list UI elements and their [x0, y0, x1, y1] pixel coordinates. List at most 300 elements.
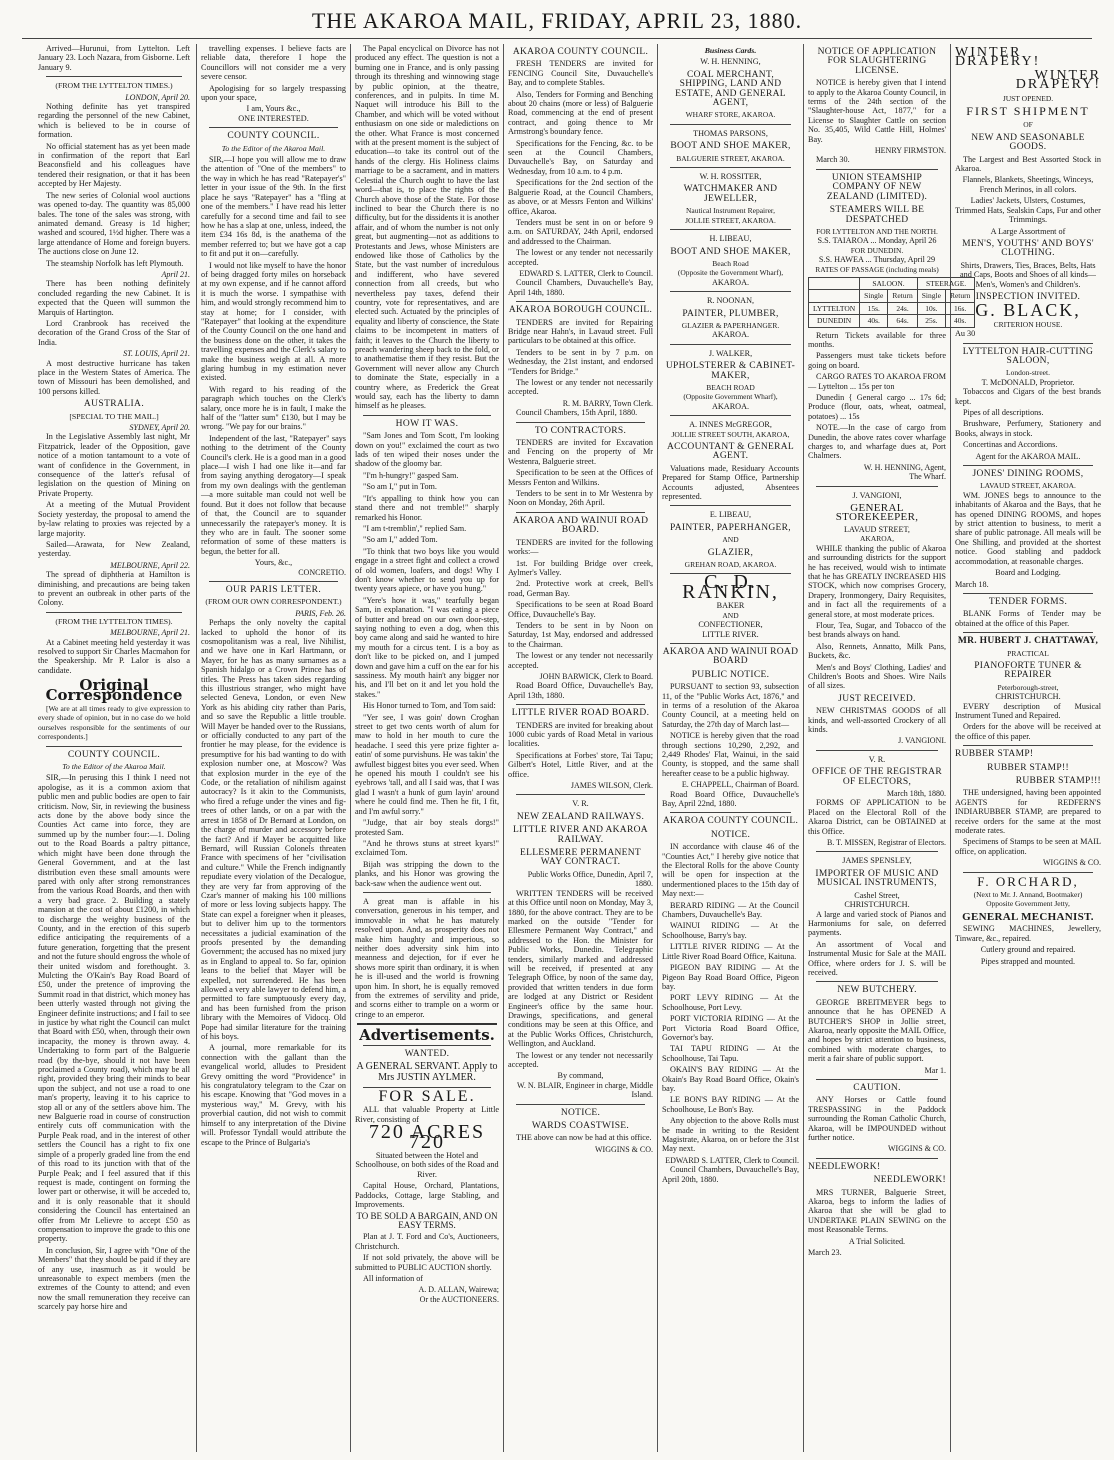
riding-item: PORT VICTORIA RIDING — At the Port Victoria Road Board Office, Governor's bay.	[662, 1014, 799, 1042]
divider	[816, 169, 938, 170]
notice-signature: JOHN BARWICK, Clerk to Board.	[539, 671, 653, 681]
ad-heading: MEN'S, YOUTHS' AND BOYS' CLOTHING.	[962, 238, 1094, 259]
divider	[816, 750, 938, 751]
ad-heading: TENDER FORMS.	[988, 596, 1068, 607]
divider	[670, 505, 791, 506]
rates-row-label: DUNEDIN	[809, 315, 860, 327]
divider	[516, 512, 645, 513]
card-name: JAMES SPENSLEY,	[842, 856, 912, 866]
ad-text: WM. JONES begs to announce to the inhabitants of Akaroa and the Bays, that he has opened DINING ROOMS, and hopes by strict attention to business, to merit a share of public patronage. All meals will be One Shilling, and provided at the shortest notice. Good stabling and paddock accommodation, at reasonable charges.	[955, 490, 1101, 566]
ad-text: WHILE thanking the public of Akaroa and surrounding districts for the support he has received, would wish to intimate that he has GREATLY INCREASED HIS STOCK, which now comprises Grocery, Drapery, Ironmongery, Dairy Requisites, and in fact all the requirements of a general store, at most moderate prices.	[808, 543, 946, 619]
article-paragraph: At a Cabinet meeting held yesterday it was resolved to support Sir Charles Macmahon for the Speakership. Mr P. Lalor is also a candidate.	[38, 637, 190, 675]
ad-text: Also, Rennets, Annatto, Milk Pans, Buckets, &c.	[808, 641, 946, 661]
card-trade: PIANOFORTE TUNER & REPAIRER	[974, 660, 1082, 681]
ad-text: Capital House, Orchard, Plantations, Paddocks, Cottage, large Stabling, and Improvements.	[355, 1181, 499, 1210]
ad-text: A Large Assortment of	[990, 226, 1066, 236]
notice-signature: WIGGINS & CO.	[595, 1144, 653, 1154]
column-rule	[657, 44, 658, 1452]
ad-text: THE undersigned, having been appointed AGENTS for REDFERN'S INDIARUBBER STAMP, are prepared to receive orders for the same at the most moderate rates.	[955, 788, 1101, 836]
notice-signature: HENRY FIRMSTON.	[874, 146, 946, 156]
ad-text: All information of	[363, 1273, 424, 1283]
divider	[670, 643, 791, 644]
letter-heading: COUNTY COUNCIL.	[67, 749, 161, 760]
divider	[670, 167, 791, 168]
card-trade: GLAZIER,	[707, 547, 754, 558]
source-line: [SPECIAL TO THE MAIL.]	[69, 411, 159, 421]
source-line: (FROM THE LYTTELTON TIMES).	[55, 616, 173, 626]
rates-cell: 64s.	[888, 315, 917, 327]
notice-signature: EDWARD S. LATTER, Clerk to Council.	[519, 268, 653, 278]
ad-text: Flannels, Blankets, Sheetings, Winceys, French Merinos, in all colors.	[962, 175, 1094, 194]
royal-cipher: V. R.	[572, 799, 589, 809]
ad-text: ANY Horses or Cattle found TRESPASSING in the Paddock surrounding the Roman Catholic Church, Akaroa, will be IMPOUNDED without further notice.	[808, 1095, 946, 1143]
divider	[357, 1023, 497, 1025]
divider	[816, 1158, 938, 1159]
riding-item: TAI TAPU RIDING — At the Schoolhouse, Tai Tapu.	[662, 1044, 799, 1063]
card-trade: IMPORTER OF MUSIC AND MUSICAL INSTRUMENTS,	[815, 868, 939, 889]
letter-heading: COUNTY COUNCIL.	[227, 131, 320, 142]
letter-paragraph: travelling expenses. I believe facts are reliable data, therefore I hope the Councillors will not consider me a very severe censor.	[201, 44, 346, 82]
article-paragraph: The spread of diphtheria at Hamilton is diminishing, and precautions are being taken to prevent an outbreak in other parts of the Colony.	[38, 570, 190, 608]
card-address: (Opposite Government Wharf),	[683, 392, 778, 402]
article-paragraph: Perhaps the only novelty the capital lacked to uphold the honor of its cosmopolitanism was a real, live Nihilist, and we have one in Karl Hartmann, or Mayer, for he has as many surnames as a Spanish hidalgo or a Crown Prince has of titles. The Press has taken sides regarding this illustrious stranger, who might have selected Geneva, London, or even New York as his abiding city rather than Paris, and so save the Republic a little trouble. Will Mayer be handed over to the Russians, or officially conducted to any part of the frontier he may please, for the evidence is presumptive for his bad wanting to do with explosion number one, at Moscow? Was that explosion murder in the eye of the Code, or the retaliation of nihilism against autocracy? Is it akin to the Communists, who fired a refuge under the vines and fig-trees of other lands, or on a par with the arrest in 1858 of Dr Bernard at London, on the charge of murder and accessory before the fact? And if Mayer be acquitted like Bernard, will Russian Colonels threaten France with specimens of her "civilisation and culture." While the French indignantly repudiate every violation of the Decalogue, they are very far from approving of the Czar's manner of making his 100 millions of more or less loving subjects happy. The State can expel a foreigner when it pleases, but to deliver him up to the tormentors necessitates a judicial examination of the proofs presented by the demanding Government; the accused has no mixed jury as in England to appeal to. So far, opinion leans to the belief that Mayer will be expelled, not surrendered. He has been allowed a very able lawyer to defend him, a permitted to fare sumptuously every day, and has been furnished from the prison library with the Memoires of Vidocq. Old Pope had similar literature for the training of his boys.	[201, 618, 346, 1042]
ad-subheading: CRITERION HOUSE.	[993, 319, 1063, 329]
notice-text: NOTICE is hereby given that the road through sections 10,290, 2,292, and 2,449 Rhodes' Flat, Wainui, in the said County, is stopped, and the same shall hereafter cease to be a public highway.	[662, 731, 799, 778]
ad-text: Concertinas and Accordions.	[963, 440, 1058, 450]
card-trade: COAL MERCHANT, SHIPPING, LAND AND ESTATE, AND GENERAL AGENT,	[675, 69, 786, 109]
rates-row-label: LYTTELTON	[809, 302, 860, 314]
notice-heading: AKAROA COUNTY COUNCIL.	[662, 816, 799, 827]
card-address: AKAROA.	[711, 401, 750, 411]
riding-item: PORT LEVY RIDING — At the Schoolhouse, Port Levy.	[662, 993, 799, 1012]
notice-signature: W. H. HENNING, Agent,	[863, 462, 946, 472]
divider	[963, 343, 1093, 344]
card-name: THOMAS PARSONS,	[693, 128, 768, 138]
ad-text: If not sold privately, the above will be submitted to PUBLIC AUCTION shortly.	[355, 1253, 499, 1272]
divider	[46, 746, 182, 747]
article-paragraph: "It's appalling to think how you can stand there and not tremble!" sharply remarked his Honor.	[355, 493, 499, 522]
notice-signature: The Wharf.	[909, 472, 946, 482]
sailing-line: S.S. TAIAROA ... Monday, April 26	[817, 236, 937, 246]
article-heading: OUR PARIS LETTER.	[225, 584, 322, 595]
ad-heading: NEEDLEWORK!	[873, 1175, 946, 1186]
ad-text: The Largest and Best Assorted Stock in Akaroa.	[955, 154, 1101, 174]
notice-heading: ELLESMERE PERMANENT WAY CONTRACT.	[519, 848, 642, 868]
divider	[516, 301, 645, 302]
letter-closing: I am, Yours &c.,	[246, 104, 301, 114]
letter-closing: Yours, &c.,	[254, 558, 293, 568]
column-3	[355, 44, 499, 1454]
article-paragraph: Bijah was stripping the down to the planks, and his Honor was growing the back-saw when the audience went out.	[355, 859, 499, 888]
ad-acreage: 720 ACRES 720	[368, 1121, 486, 1153]
card-name: F. ORCHARD,	[977, 873, 1079, 889]
ad-signature: Au 30	[955, 329, 976, 339]
notice-text: Return Tickets available for three months.	[808, 330, 946, 349]
card-trade: BOOT AND SHOE MAKER,	[670, 246, 791, 257]
rates-header-cell: STEERAGE.	[917, 277, 975, 289]
card-address: JOLLIE STREET, AKAROA.	[685, 215, 776, 225]
card-address: CHRISTCHURCH.	[844, 900, 910, 910]
riding-item: WAINUI RIDING — At the Schoolhouse, Barry's bay.	[662, 921, 799, 940]
notice-text: Tenders to be sent in by 7 p.m. on Wednesday, the 21st instant, and endorsed "Tenders for Bridge."	[508, 347, 653, 376]
notice-text: TENDERS are invited for Repairing Bridge near Hahn's, in Lavaud street. Full particulars to be obtained at this office.	[508, 317, 653, 346]
ad-signature: WIGGINS & CO.	[888, 1144, 946, 1154]
section-heading: AUSTRALIA.	[83, 399, 145, 410]
ad-text: A GENERAL SERVANT. Apply to Mrs JUSTIN AYLMER.	[356, 1061, 498, 1084]
divider	[816, 486, 938, 487]
rates-cell: 24s.	[888, 302, 917, 314]
ad-text: MRS TURNER, Balguerie Street, Akaroa, begs to inform the ladies of Akaroa that she will be glad to UNDERTAKE PLAIN SEWING on the most Reasonable Terms.	[808, 1187, 946, 1235]
riding-item: PIGEON BAY RIDING — At the Pigeon Bay Road Board Office, Pigeon bay.	[662, 963, 799, 991]
notice-text: IN accordance with clause 46 of the "Counties Act," I hereby give notice that the Electoral Rolls for the above County will be open for inspection at the undermentioned places to the 15th day of May next:—	[662, 842, 799, 899]
notice-signature: JAMES WILSON, Clerk.	[570, 781, 653, 791]
ad-heading: WINTER DRAPERY!	[1015, 67, 1101, 93]
card-trade: PAINTER, PLUMBER,	[682, 308, 779, 319]
card-detail: Valuations made, Residuary Accounts Prepared for Stamp Office, Partnership Accounts adjusted, Absentees represented.	[662, 463, 799, 502]
article-paragraph: Sailed—Arawata, for New Zealand, yesterday.	[38, 539, 190, 559]
card-trade: CONFECTIONER,	[698, 620, 763, 630]
divider	[670, 124, 791, 125]
rates-cell: 10s.	[917, 302, 945, 314]
letter-paragraph: SIR,—In perusing this I think I need not apologise, as it is a common axiom that public men and public bodies are open to fair criticism. Now, Sir, in reviewing the business acts done by the above body since the Counties Act came into force, they are summed up by the number four:—1. Doling out to the Road Boards a paltry pittance, which might have been done through the General Government, and at the last distribution even these small amounts were pared with only after strong remonstrances from the various Road Boards, and then with a very bad grace. 2. Building a stately mansion at the cost of about £1200, in which to discharge the weighty business of the County, and in the erection of this superb edifice anticipating the requirements of a future generation, forgetting that the present and not the future should engross the whole of their united wisdom and forethought. 3. Mulcting the O'Kain's Bay Road Board of £50, under the pretence of improving the Summit road in that district, which money has been utterly wasted through not giving the Engineer definite instructions; and I fail to see in justice by what right the Council can mulct that Board with £50, when, through their own incapacity, the money is thrown away. 4. Undertaking to form part of the Balguerie road (by the-bye, should it not have been proclaimed a County road), which may be all right, provided they bring their minds to bear upon the subject, and not use a road to one man's property, leaving it to his caprice to stop all or any of the settlers above him. The new Balguerie road in course of construction entirely cuts off communication with the Purple Peak road, and in the interest of other settlers the Council has a right to fix one simple of a properly graded line from the end of this road to its junction with that of the Purple Peak; and I feel assured that if this request is made, contingent on forming the lower part or otherwise, it will be acceded to, and it is only reasonable that it should considering the Council has entertained an offer from Mr Lelievre to accept £50 as compensation to improve the grade to this one property.	[38, 773, 190, 1244]
divider	[46, 76, 182, 77]
ad-text: Pipes strapped and mounted.	[980, 956, 1076, 966]
dateline: LONDON, April 20.	[125, 92, 190, 102]
ad-text: Men's and Boys' Clothing, Ladies' and Children's Boots and Shoes. Wire Nails of all sizes.	[808, 662, 946, 691]
divider	[963, 632, 1093, 633]
advertisements-heading: Advertisements.	[359, 1026, 495, 1045]
ad-signature: Or the AUCTIONEERS.	[419, 1294, 499, 1304]
ad-heading: FIRST SHIPMENT	[966, 104, 1090, 119]
notice-text: By command,	[557, 1071, 604, 1081]
ad-text: SEWING MACHINES, Jewellery, Tinware, &c., repaired.	[955, 924, 1101, 943]
divider	[46, 612, 182, 613]
card-address: WHARF STORE, AKAROA.	[685, 110, 776, 120]
notice-text: Also, Tenders for Forming and Benching about 20 chains (more or less) of Balguerie Road, commencing at the end of present contract, and going thence to Mr Armstrong's boundary fence.	[508, 89, 653, 137]
article-paragraph: The steamship Norfolk has left Plymouth.	[46, 258, 184, 268]
ad-heading: JONES' DINING ROOMS,	[972, 469, 1084, 480]
ad-heading: INSPECTION INVITED.	[975, 291, 1081, 302]
divider	[363, 1045, 491, 1046]
notice-text: Specifications to be seen at Road Board Office, Duvauchelle's Bay.	[508, 600, 653, 619]
rates-cell: 25s.	[917, 315, 945, 327]
letter-paragraph: With regard to his reading of the paragraph which touches on the Clerk's salary, once more he is in fault, I make the half of the "latter sum" £130, but I may be wrong. "We pay for our brains."	[201, 384, 346, 432]
notice-signature: R. M. BARRY, Town Clerk.	[562, 398, 653, 408]
card-address: Opposite Government Jetty,	[986, 899, 1070, 909]
notice-signature: EDWARD S. LATTER, Clerk to Council.	[665, 1155, 799, 1165]
notice-heading: AKAROA AND WAINUI ROAD BOARD	[662, 646, 799, 667]
divider	[963, 872, 1093, 873]
divider	[963, 465, 1093, 466]
ad-text: ALL that valuable Property at Little River, consisting of	[355, 1105, 499, 1124]
divider	[670, 415, 791, 416]
ad-text: A large and varied stock of Pianos and Harmoniums for sale, on deferred payments.	[808, 909, 946, 938]
card-address: BEACH ROAD	[706, 382, 755, 392]
ad-text: An assortment of Vocal and Instrumental Music for Sale at the MAIL Office, where orders for J. S. will be received.	[808, 939, 946, 977]
notice-heading: AKAROA BOROUGH COUNCIL.	[508, 305, 653, 316]
article-paragraph: Nothing definite has yet transpired regarding the personnel of the new Cabinet, which is believed to be in course of formation.	[38, 102, 190, 140]
source-line: (FROM THE LYTTELTON TIMES.)	[55, 81, 173, 91]
ad-signature: March 23.	[808, 1248, 842, 1258]
card-address: LAVAUD STREET, AKAROA.	[980, 481, 1076, 491]
article-paragraph: His Honor turned to Tom, and Tom said:	[363, 701, 496, 711]
ad-text: Specimens of Stamps to be seen at MAIL office, on application.	[955, 837, 1101, 856]
business-cards-heading: Business Cards.	[704, 46, 757, 55]
notice-heading: NOTICE.	[710, 829, 751, 840]
notice-text: Tenders to be sent in by Noon on Saturday, 1st May, endorsed and addressed to the Chairman.	[508, 620, 653, 649]
card-trade: PRACTICAL	[1007, 648, 1049, 658]
card-name: W. H. ROSSITER,	[699, 172, 762, 182]
divider	[516, 422, 645, 423]
rates-header-cell: Single	[860, 290, 888, 302]
notice-text: The lowest or any tender not necessarily accepted.	[508, 1050, 653, 1069]
editor-disclaimer: [We are at all times ready to give expression to every shade of opinion, but in no case do we hold ourselves responsible for the sentiments of our correspondents.]	[38, 704, 190, 742]
card-address: AKAROA,	[860, 534, 894, 544]
ad-text: Tobaccos and Cigars of the best brands kept.	[955, 387, 1101, 406]
article-paragraph: "Judge, that air boy steals dorgs!" protested Sam.	[355, 818, 499, 837]
article-heading: HOW IT WAS.	[395, 418, 459, 429]
ad-signature: A. D. ALLAN, Wairewa;	[418, 1285, 499, 1295]
rates-cell: 15s.	[860, 302, 888, 314]
ad-text: Ladies' Jackets, Ulsters, Costumes, Trimmed Hats, Sealskin Caps, Fur and other Trimmings.	[955, 196, 1101, 225]
notice-heading: LITTLE RIVER AND AKAROA RAILWAY.	[513, 825, 648, 845]
divider	[209, 127, 338, 128]
card-address: (Next to Mr. J. Annand, Bootmaker)	[973, 890, 1083, 900]
notice-text: Tenders to be sent in to Mr Westenra by Noon on Monday, 26th April.	[508, 489, 653, 508]
riding-item: OKAIN'S BAY RIDING — At the Okain's Bay Road Board Office, Okain's bay.	[662, 1065, 799, 1093]
card-address: London-street.	[1006, 368, 1050, 378]
ad-text: Flour, Tea, Sugar, and Tobacco of the best brands always on hand.	[808, 620, 946, 640]
ad-heading: RUBBER STAMP!!!	[1015, 776, 1101, 786]
divider	[363, 892, 491, 893]
notice-text: Council Chambers, Duvauchelle's Bay, April 14th, 1880.	[508, 278, 653, 297]
ad-text: A Trial Solicited.	[848, 1236, 906, 1246]
royal-cipher: V. R.	[868, 754, 886, 764]
ad-heading: NEW AND SEASONABLE GOODS.	[971, 132, 1085, 153]
letter-signature: ONE INTERESTED.	[238, 113, 309, 123]
ad-heading: FOR SALE.	[378, 1088, 476, 1106]
notice-text: Passengers must take tickets before going on board.	[808, 351, 946, 370]
rates-header-cell: Return	[888, 290, 917, 302]
notice-text: Specifications for the Fencing, &c. to be seen at the Council Chambers, Duvauchelle's Bay, on Saturday and Wednesday, from 10 a.m. to 4 p.m.	[508, 138, 653, 176]
article-paragraph: There has been nothing definitely concluded regarding the new Cabinet. It is expected that the Queen will summon the Marquis of Hartington.	[38, 279, 190, 317]
notice-text: Any objection to the above Rolls must be made in writing to the Resident Magistrate, Akaroa, on or before the 31st May next.	[662, 1116, 799, 1154]
ad-signature: WIGGINS & CO.	[1043, 858, 1101, 868]
dateline: ST. LOUIS, April 21.	[123, 349, 190, 359]
ad-heading: WINTER DRAPERY!	[955, 45, 1041, 70]
card-address: GREHAN ROAD, AKAROA.	[684, 560, 777, 570]
letter-paragraph: In conclusion, Sir, I agree with "One of the Members" that they should be paid if they are of any use, inasmuch as it would be unreasonable to expect members (men the extremes of the County to attend; and even now the small remuneration they receive can scarcely pay horse hire and	[38, 1245, 190, 1312]
column-5	[662, 44, 799, 1454]
card-address: BALGUERIE STREET, AKAROA.	[676, 153, 785, 163]
card-name: C. D. RANKIN,	[682, 571, 779, 603]
card-detail: GLAZIER & PAPERHANGER.	[681, 320, 780, 330]
card-name: J. WALKER,	[708, 348, 753, 358]
notice-heading: TO CONTRACTORS.	[534, 425, 627, 436]
notice-heading: AKAROA COUNTY COUNCIL.	[512, 47, 649, 57]
divider	[670, 812, 791, 813]
article-paragraph: A journal, more remarkable for its connection with the gallant than the evangelical world, alludes to President Grevy omitting the word "Providence" in his congratulatory telegram to the Czar on his escape. Knowing that "God moves in a mysterious way," M. Grevy, with his proverbial caution, did not wish to commit himself to any interpretation of the Divine will. Professor Tyndall would attribute the escape to the Prince of Bulgaria's	[201, 1043, 346, 1147]
card-name: R. NOONAN,	[706, 296, 755, 306]
card-address: Cashel Street,	[854, 890, 900, 900]
notice-heading: PUBLIC NOTICE.	[691, 669, 770, 680]
card-address: AKAROA.	[711, 330, 750, 340]
source-line: (FROM OUR OWN CORRESPONDENT.)	[205, 597, 342, 607]
notice-text: THE above can now be had at this office.	[516, 1133, 652, 1143]
column-rule	[503, 44, 504, 1452]
notice-text: Specifications at Forbes' store, Tai Tapu; Gilbert's Hotel, Little River, and at the office.	[508, 750, 653, 779]
article-paragraph: "So am I," added Tom.	[363, 535, 438, 545]
notice-text: NOTE.—In the case of cargo from Dunedin, the above rates cover wharfage charges to, and wharfage dues at, Port Chalmers.	[808, 423, 946, 461]
route-line: FOR DUNEDIN.	[850, 245, 904, 255]
ad-signature: J. VANGIONI.	[898, 736, 946, 746]
article-paragraph: No official statement has as yet been made in confirmation of the report that Earl Beaconsfield and his colleagues have tendered their resignation, or that it has been accepted by Her Majesty.	[38, 141, 190, 189]
card-trade: GENERAL STOREKEEPER,	[835, 502, 919, 524]
card-address: Peterborough-street,	[997, 682, 1059, 692]
rates-cell: 40s.	[945, 315, 974, 327]
notice-text: Road Board Office, Duvauchelle's Bay, April 13th, 1880.	[508, 681, 653, 700]
article-paragraph: The Papal encyclical on Divorce has not produced any effect. The question is not a burning one in France, and is only passing through its threshing and winnowing stage by public opinion, at the theatre, conferences, and in pulpits. In time M. Naquet will introduce his Bill to the Chamber, and which will be voted without enthusiasm on one side or maledictions on the other. What France is most concerned with at the present moment is the subject of education—to take its control out of the hands of the clergy. His Holiness claims marriage to be a sacrament, and in matters Celestial the Church ought to have the last word—that is, to place the rights of the Church above those of the State. For those inclined to bear the Church there is no difficulty, but for the dissidents it is another affair, and of whom the number is not only great, but augmenting—not as additions to Protestants and Jews, whose Ministers are endowed like those of Catholics by the State, but the vast number of incredulous and indifferent, who have severed connection from all creeds, but who nevertheless pay taxes, defend their country, vote for representatives, and are elected such. Actuated by the principles of equality and liberty of conscience, the State claims to be incompetent in matters of faith; it leaves to the Church the liberty to preach wandering sheep back to the fold, or to anathematise them if they resist. But the Government will never allow any Church to dominate the State, especially in a country where, as Frederick the Great would say, each has the liberty to damn himself as he pleases.	[355, 44, 499, 411]
masthead: THE AKAROA MAIL, FRIDAY, APRIL 23, 1880.	[311, 8, 803, 33]
divider	[670, 229, 791, 230]
notice-text: FORMS OF APPLICATION to be Placed on the Electoral Roll of the Akaroa District, can be OBTAINED at this Office.	[808, 798, 946, 836]
riding-item: LITTLE RIVER RIDING — At the Little River Road Board Office, Kaituna.	[662, 942, 799, 961]
ad-heading: RUBBER STAMP!!	[987, 762, 1069, 773]
notice-text: The lowest or any tender not necessarily accepted.	[508, 651, 653, 670]
divider	[209, 581, 338, 582]
dateline: MELBOURNE, April 22.	[110, 560, 190, 570]
notice-text: The lowest or any tender not necessarily accepted.	[508, 248, 653, 267]
dateline: PARIS, Feb. 26.	[295, 608, 346, 618]
card-trade: UPHOLSTERER & CABINET-MAKER,	[665, 361, 796, 381]
letter-paragraph: Apologising for so largely trespassing upon your space,	[201, 83, 346, 103]
letter-paragraph: I would not like myself to have the honor of being dragged forty miles on horseback at my own expense, and if he cannot afford it is much the worse. I sympathise with him, and would strongly recommend him to stay at home; for I consider, with "Ratepayer" that looking at the expenditure of the County Council on the one hand and the business done on the other, it takes the travelling expenses and the Clerk's salary to make the business weigh at all. A more glaring humbug in my estimation never existed.	[201, 260, 346, 383]
rates-cell: 16s.	[945, 302, 974, 314]
divider	[670, 291, 791, 292]
card-name: J. VANGIONI,	[852, 490, 902, 500]
rates-cell: 40s.	[860, 315, 888, 327]
ad-heading: NEW BUTCHERY.	[837, 985, 917, 996]
notice-heading: OFFICE OF THE REGISTRAR OF ELECTORS,	[812, 767, 942, 787]
ad-text: Cutlery ground and repaired.	[980, 945, 1076, 955]
ad-heading: RUBBER STAMP!	[955, 749, 1034, 760]
rates-header-cell	[809, 290, 860, 302]
divider	[516, 1104, 645, 1105]
ad-text: EVERY description of Musical Instrument Tuned and Repaired.	[955, 701, 1101, 720]
ad-text: Board and Lodging.	[995, 568, 1061, 578]
notice-text: Road Board Office, Duvauchelle's Bay, April 22nd, 1880.	[662, 789, 799, 808]
card-trade: AND	[722, 610, 739, 620]
ad-text: BLANK Forms of Tender may be obtained at the office of this Paper.	[955, 609, 1101, 628]
notice-text: FRESH TENDERS are invited for FENCING Council Site, Duvauchelle's Bay, and to complete Stables.	[508, 59, 653, 88]
ad-heading: WANTED.	[404, 1048, 450, 1059]
divider	[816, 851, 938, 852]
notice-text: PURSUANT to section 93, subsection 11, of the "Public Works Act, 1876," and in terms of a resolution of the Akaroa County Council, at a meeting held on Saturday, the 27th day of March last—	[662, 682, 799, 729]
card-address: LAVAUD STREET,	[844, 524, 910, 534]
ad-text: Situated between the Hotel and Schoolhouse, on both sides of the Road and River.	[355, 1151, 499, 1179]
article-paragraph: A most destructive hurricane has taken place in the Western States of America. The town of Missouri has been demolished, and 100 persons killed.	[38, 358, 190, 396]
article-paragraph: "I'm h-hungry!" gasped Sam.	[363, 470, 459, 480]
rates-table	[808, 277, 975, 328]
notice-text: Council Chambers, Duvauchelle's Bay, April 20th, 1880.	[662, 1165, 799, 1184]
column-2	[201, 44, 346, 1454]
ad-text: Pipes of all descriptions.	[963, 408, 1044, 417]
card-address: (Opposite the Government Wharf),	[677, 268, 784, 278]
card-name: H. LIBEAU,	[709, 234, 752, 244]
notice-text: Specification to be seen at the Offices of Messrs Fenton and Wilkins.	[508, 468, 653, 487]
card-address: LITTLE RIVER.	[702, 629, 759, 639]
article-paragraph: "I am t-tremblin'," replied Sam.	[363, 523, 467, 533]
notice-heading: NOTICE.	[560, 1107, 601, 1118]
ad-text: Shirts, Drawers, Ties, Braces, Belts, Hats and Caps, Boots and Shoes of all kinds—Men's, Women's and Children's.	[960, 260, 1096, 289]
rates-header-cell: Single	[917, 290, 945, 302]
notice-text: Dunedin { General cargo ... 17s 6d; Produce (flour, oats, wheat, oatmeal, potatoes) ... 15s	[808, 393, 946, 421]
divider	[516, 704, 645, 705]
ad-heading: JUST RECEIVED.	[838, 693, 916, 704]
notice-text: TENDERS are invited for the following works:—	[508, 537, 653, 557]
notice-signature: E. CHAPPELL, Chairman of Board.	[681, 780, 799, 790]
card-trade: BOOT AND SHOE MAKER,	[670, 141, 791, 152]
article-paragraph: A great man is affable in his conversation, generous in his temper, and immovable in what he has maturely resolved upon. And, as prosperity does not make him haughty and imperious, so neither does adversity sink him into meanness and dejection, for if ever he shows more spirit than ordinary, it is when he is ill-used and the world is frowning upon him. In short, he is equally removed from the extremes of servility and pride, and scorns either to trample on a worm or cringe to an emperor.	[355, 896, 499, 1019]
divider	[516, 794, 645, 795]
riding-item: LE BON'S BAY RIDING — At the Schoolhouse, Le Bon's Bay.	[662, 1095, 799, 1114]
notice-dateline: Public Works Office, Dunedin, April 7, 1880.	[527, 869, 653, 889]
dateline: MELBOURNE, April 21.	[110, 628, 190, 638]
divider	[816, 1079, 938, 1080]
article-paragraph: "So am I," put in Tom.	[363, 482, 437, 492]
ad-signature: Mar 1.	[924, 1065, 946, 1075]
ad-text: GEORGE BREITMEYER begs to announce that he has OPENED A BUTCHER'S SHOP in Jollie street, Akaroa, nearly opposite the MAIL Office, and hopes by strict attention to business, combined with moderate charges, to merit a fair share of public support.	[808, 997, 947, 1064]
article-paragraph: Lord Cranbrook has received the decoration of the Grand Cross of the Star of India.	[38, 318, 190, 347]
divider	[363, 415, 491, 416]
article-paragraph: "Sam Jones and Tom Scott, I'm looking down on you!" exclaimed the court as two lads of ten wiped their noses under the shadow of the gloomy bar.	[355, 431, 499, 469]
card-trade: PAINTER, PAPERHANGER,	[670, 522, 791, 533]
ad-subheading: OF	[1023, 120, 1033, 130]
ad-text: TO BE SOLD A BARGAIN, AND ON EASY TERMS.	[356, 1210, 498, 1230]
shipping-text: Arrived—Hurunui, from Lyttelton. Left January 23. Loch Nazara, from Gisborne. Left January 9.	[38, 44, 190, 72]
divider	[816, 981, 938, 982]
column-rule	[196, 44, 197, 1452]
notice-text: Tenders must be sent in on or before 9 a.m. on SATURDAY, 24th April, endorsed and addressed to the Chairman.	[508, 217, 653, 246]
card-name: E. LIBEAU,	[709, 510, 752, 520]
ad-text: Plan at J. T. Ford and Co's, Auctioneers, Christchurch.	[355, 1232, 499, 1251]
divider	[963, 593, 1093, 594]
notice-text: NOTICE is hereby given that I intend to apply to the Akaroa County Council, in terms of the 24th section of the "Slaughter-house Act, 1877," for a License to Slaughter Cattle on section No. 35,405, Wild Cattle Hill, Holmes' Bay.	[808, 78, 946, 144]
article-paragraph: "To think that two boys like you would engage in a street fight and collect a crowd of old women, loafers, and dogs! Why I don't know whether to send you up for twenty years apiece, or have you hung."	[355, 546, 499, 594]
column-rule	[350, 44, 351, 1452]
card-name: LYTTELTON HAIR-CUTTING SALOON,	[962, 346, 1094, 366]
notice-text: WRITTEN TENDERS will be received at this Office until noon on Monday, May 3, 1880, for the above contract. They are to be marked on the outside "Tender for Ellesmere Permanent Way Contract," and addressed to the Hon. the Minister for Public Works, Dunedin. Telegraphic tenders, similarly marked and addressed will be received, if presented at any Telegraph Office, by noon of the same day, provided that written tenders in due form are lodged at any District or Resident Engineer's office by the same hour. Drawings, specifications, and general conditions may be seen at this Office, and at the Public Works Offices, Christchurch, Wellington, and Auckland.	[508, 888, 653, 1049]
article-paragraph: At a meeting of the Mutual Provident Society yesterday, the proposal to amend the by-law relating to proxies was rejected by a large majority.	[38, 500, 190, 538]
letter-paragraph: SIR,—I hope you will allow me to draw the attention of "One of the members" to the way in which he has read "Ratepayer's" letter in your issue of the 9th. In the first place he says "Ratepayer" has a "fling at one of the members." I have read his letter carefully for a second time and fail to see how he has a slap at one, unless, indeed, the item £34 16s 8d, is the anathema of the member referred to; but we have got a cap to fit and put it on—carefully.	[201, 155, 346, 259]
notice-text: Council Chambers, 15th April, 1880.	[516, 408, 638, 418]
card-trade: WATCHMAKER AND JEWELLER,	[683, 184, 778, 204]
divider	[963, 745, 1093, 746]
ad-signature: March 18.	[955, 579, 989, 589]
ad-text: Orders for the above will be received at the office of this paper.	[955, 722, 1101, 741]
notice-text: The lowest or any tender not necessarily accepted.	[508, 378, 653, 397]
notice-text: March 30.	[816, 155, 850, 165]
notice-heading: NEW ZEALAND RAILWAYS.	[516, 811, 645, 822]
rates-header-cell: Return	[945, 290, 974, 302]
notice-dateline: March 18th, 1880.	[886, 789, 946, 799]
ad-subheading: JUST OPENED.	[1002, 93, 1054, 103]
card-name: MR. HUBERT J. CHATTAWAY,	[957, 636, 1099, 647]
notice-signature: W. N. BLAIR, Engineer in charge, Middle Island.	[517, 1080, 653, 1100]
card-name: W. H. HENNING,	[700, 57, 761, 67]
ad-text: NEW CHRISTMAS GOODS of all kinds, and well-assorted Crockery of all kinds.	[808, 706, 946, 734]
article-paragraph: In the Legislative Assembly last night, Mr Fitzpatrick, leader of the Opposition, gave notice of a motion tantamount to a vote of want of confidence in the Government, in consequence of the latter's refusal of legislation on the question of Mining on Private Property.	[38, 432, 190, 498]
